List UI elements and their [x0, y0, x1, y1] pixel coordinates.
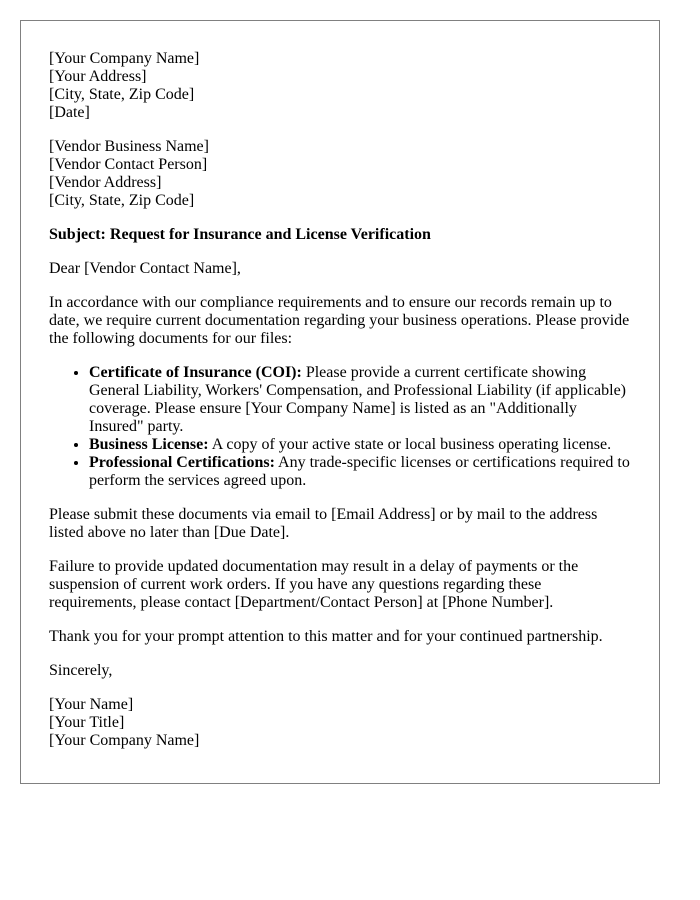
- recipient-address: [49, 138, 631, 210]
- salutation: Dear [Vendor Contact Name],: [49, 260, 241, 277]
- warning-paragraph: Failure to provide updated documentation may result in a delay of payments or the suspension of current work orders. If you have any questions regarding these requirements, please contact [Department/Contact Person] at [Phone Number].: [49, 558, 579, 611]
- document-description: Please provide a current certificate showing General Liability, Workers' Compensation, and Professional Liability (if applicable) coverage. Please ensure [Your Company Name] is listed as an "Additionally Insured" party.: [89, 364, 627, 435]
- document-description: A copy of your active state or local business operating license.: [208, 436, 612, 453]
- list-item: [89, 454, 631, 490]
- recipient-city-state-zip: [City, State, Zip Code]: [49, 192, 195, 209]
- document-term: Professional Certifications:: [89, 454, 275, 471]
- document-term: Certificate of Insurance (COI):: [89, 364, 302, 381]
- document-term: Business License:: [89, 436, 209, 453]
- recipient-address-line: [Vendor Address]: [49, 174, 162, 191]
- signer-title: [Your Title]: [49, 714, 125, 731]
- signer-company: [Your Company Name]: [49, 732, 200, 749]
- intro-paragraph: In accordance with our compliance requirements and to ensure our records remain up to date, we require current documentation regarding your business operations. Please provide the following documents for our files:: [49, 294, 630, 347]
- sender-address: [49, 50, 631, 122]
- letter: [20, 20, 660, 784]
- thanks-paragraph: Thank you for your prompt attention to this matter and for your continued partnership.: [49, 628, 603, 645]
- list-item: [89, 364, 631, 436]
- sender-company: [Your Company Name]: [49, 50, 200, 67]
- document-description: Any trade-specific licenses or certifications required to perform the services agreed upon.: [89, 454, 630, 489]
- submission-paragraph: Please submit these documents via email to [Email Address] or by mail to the address listed above no later than [Due Date].: [49, 506, 598, 541]
- required-documents-list: [49, 364, 631, 490]
- signature-block: [49, 696, 631, 750]
- sender-address-line: [Your Address]: [49, 68, 147, 85]
- letter-date: [Date]: [49, 104, 90, 121]
- sender-city-state-zip: [City, State, Zip Code]: [49, 86, 195, 103]
- signer-name: [Your Name]: [49, 696, 134, 713]
- subject-line: Subject: Request for Insurance and License Verification: [49, 226, 431, 243]
- closing: Sincerely,: [49, 662, 113, 679]
- recipient-contact: [Vendor Contact Person]: [49, 156, 208, 173]
- list-item: [89, 436, 631, 454]
- recipient-business: [Vendor Business Name]: [49, 138, 209, 155]
